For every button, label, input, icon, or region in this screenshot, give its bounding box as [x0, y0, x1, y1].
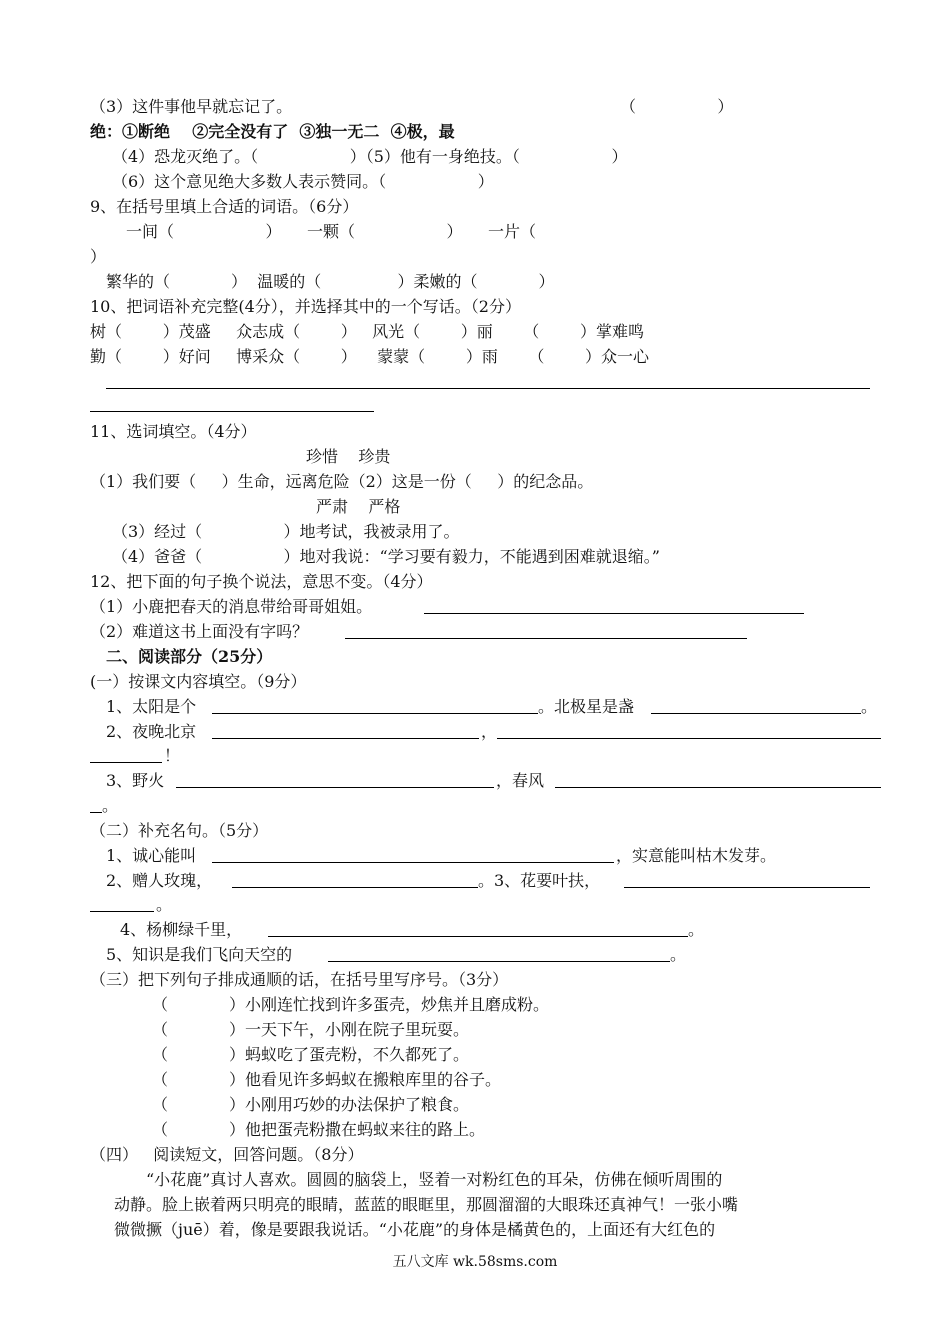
- fill-1-end: 。: [861, 697, 878, 716]
- fill-2-comma: ，: [481, 722, 498, 741]
- q9-title: 9、在括号里填上合适的词语。（6分）: [90, 197, 359, 216]
- page-footer: 五八文库 wk.58sms.com: [392, 1254, 558, 1270]
- order-item-5: （ ）小刚用巧妙的办法保护了粮食。: [152, 1095, 470, 1114]
- q11-title: 11、选词填空。（4分）: [90, 422, 257, 441]
- q10-answer-line-2: [90, 411, 374, 412]
- fill-3-end: 。: [102, 796, 119, 815]
- q12-item-2-line: [345, 638, 747, 639]
- passage-line-3: 微微撅（juē）着，像是要跟我说话。“小花鹿”的身体是橘黄色的，上面还有大红色的: [114, 1220, 716, 1239]
- passage-line-2: 动静。脸上嵌着两只明亮的眼睛，蓝蓝的眼眶里，那圆溜溜的大眼珠还真神气！一张小嘴: [114, 1195, 739, 1214]
- reading-part-1-title: (一）按课文内容填空。（9分）: [90, 672, 307, 691]
- reading-part-4-title: （四） 阅读短文，回答问题。（8分）: [90, 1145, 364, 1164]
- section-reading-title: 二、阅读部分（25分）: [106, 647, 273, 666]
- quote-3-start: 。3、花要叶扶，: [478, 871, 601, 890]
- reading-part-3-title: （三）把下列句子排成通顺的话，在括号里写序号。（3分）: [90, 970, 509, 989]
- fill-1-start: 1、太阳是个: [106, 697, 197, 716]
- quote-4-line: [268, 936, 688, 937]
- q11-word-pair-1: 珍惜 珍贵: [306, 447, 391, 466]
- order-item-2: （ ）一天下午，小刚在院子里玩耍。: [152, 1020, 470, 1039]
- quote-1-end: ，实意能叫枯木发芽。: [616, 846, 777, 865]
- q11-item-4: （4）爸爸（ ）地对我说：“学习要有毅力，不能遇到困难就退缩。”: [112, 547, 660, 566]
- quote-2-line: [232, 887, 478, 888]
- reading-part-2-title: （二）补充名句。（5分）: [90, 821, 269, 840]
- jue-definitions: 绝：①断绝 ②完全没有了 ③独一无二 ④极，最: [90, 122, 455, 141]
- quote-1-line: [212, 862, 614, 863]
- order-item-4: （ ）他看见许多蚂蚁在搬粮库里的谷子。: [152, 1070, 502, 1089]
- quote-3-line-a: [624, 887, 870, 888]
- q12-title: 12、把下面的句子换个说法，意思不变。（4分）: [90, 572, 433, 591]
- quote-1-start: 1、诚心能叫: [106, 846, 197, 865]
- fill-3-line-c: [90, 812, 102, 813]
- fill-2-line-c: [90, 762, 162, 763]
- q9-row-1: 一间（ ） 一颗（ ） 一片（: [126, 222, 536, 241]
- q9-row-2: 繁华的（ ） 温暖的（ ）柔嫩的（ ）: [106, 272, 555, 291]
- quote-3-line-b: [90, 911, 154, 912]
- fill-2-line-b: [497, 738, 881, 739]
- fill-3-mid: ，春风: [496, 771, 545, 790]
- quote-4-start: 4、杨柳绿千里，: [120, 920, 243, 939]
- order-item-3: （ ）蚂蚁吃了蛋壳粉，不久都死了。: [152, 1045, 470, 1064]
- q10-row-1: 树（ ）茂盛 众志成（ ） 风光（ ）丽 （ ）掌难鸣: [90, 322, 644, 341]
- fill-3-line-b: [555, 787, 881, 788]
- fill-2-line-a: [212, 738, 479, 739]
- order-item-1: （ ）小刚连忙找到许多蛋壳，炒焦并且磨成粉。: [152, 995, 550, 1014]
- fill-3-start: 3、野火: [106, 771, 165, 790]
- q11-item-1-2: （1）我们要（ ）生命，远离危险（2）这是一份（ ）的纪念品。: [90, 472, 594, 491]
- q10-answer-line-1: [106, 388, 870, 389]
- fill-2-end: ！: [164, 746, 181, 765]
- quote-5-line: [328, 961, 670, 962]
- q12-item-1: （1）小鹿把春天的消息带给哥哥姐姐。: [90, 597, 373, 616]
- q11-word-pair-2: 严肃 严格: [316, 497, 401, 516]
- q10-title: 10、把词语补充完整(4分），并选择其中的一个写话。（2分）: [90, 297, 521, 316]
- q8-item-3-blank: （ ）: [620, 97, 734, 116]
- quote-3-end: 。: [156, 895, 173, 914]
- q11-item-3: （3）经过（ ）地考试，我被录用了。: [112, 522, 460, 541]
- quote-2-start: 2、赠人玫瑰，: [106, 871, 213, 890]
- fill-2-start: 2、夜晚北京: [106, 722, 197, 741]
- fill-1-mid: 。北极星是盏: [538, 697, 635, 716]
- q12-item-1-line: [424, 613, 804, 614]
- q8-item-3: （3）这件事他早就忘记了。: [90, 97, 293, 116]
- quote-5-start: 5、知识是我们飞向天空的: [106, 945, 293, 964]
- q12-item-2: （2）难道这书上面没有字吗？: [90, 622, 309, 641]
- quote-4-end: 。: [688, 920, 705, 939]
- q8-item-4-5: （4）恐龙灭绝了。（ ）（5）他有一身绝技。（ ）: [112, 147, 628, 166]
- fill-3-line-a: [176, 787, 494, 788]
- passage-line-1: “小花鹿”真讨人喜欢。圆圆的脑袋上，竖着一对粉红色的耳朵，仿佛在倾听周围的: [146, 1170, 723, 1189]
- order-item-6: （ ）他把蛋壳粉撒在蚂蚁来往的路上。: [152, 1120, 486, 1139]
- q10-row-2: 勤（ ）好问 博采众（ ） 蒙蒙（ ）雨 （ ）众一心: [90, 347, 650, 366]
- q9-row-1-close: ）: [90, 247, 107, 266]
- fill-1-line-a: [212, 713, 538, 714]
- fill-1-line-b: [651, 713, 861, 714]
- quote-5-end: 。: [670, 945, 687, 964]
- q8-item-6: （6）这个意见绝大多数人表示赞同。（ ）: [112, 172, 494, 191]
